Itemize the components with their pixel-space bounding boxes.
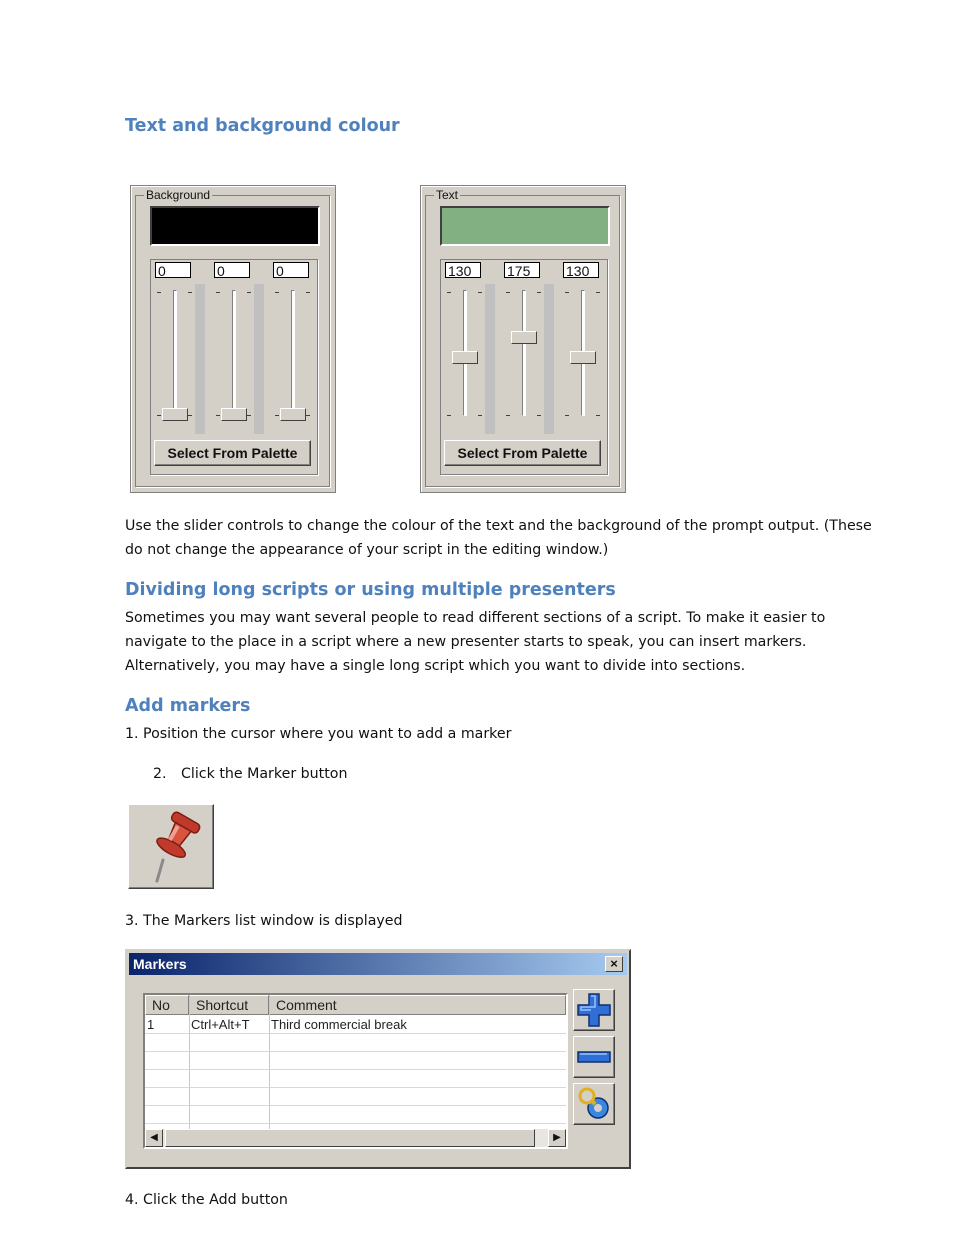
- scroll-left-icon[interactable]: ◀: [145, 1129, 163, 1147]
- slider-tick: [447, 415, 451, 416]
- background-groupbox: [135, 188, 330, 487]
- slider-tick: [216, 292, 220, 293]
- slider-thumb[interactable]: [570, 351, 596, 364]
- channel-value-input[interactable]: 130: [445, 262, 481, 278]
- horizontal-scrollbar[interactable]: [145, 1129, 566, 1147]
- markers-window-title: Markers: [133, 956, 187, 972]
- scroll-thumb[interactable]: [165, 1129, 535, 1147]
- slider-tick: [565, 292, 569, 293]
- edit-icon: [574, 1084, 614, 1124]
- section-heading-dividing: Dividing long scripts or using multiple presenters: [125, 580, 616, 600]
- step-1: 1. Position the cursor where you want to add a marker: [125, 726, 512, 742]
- paragraph: Sometimes you may want several people to read different sections of a script. To make it easier to: [125, 610, 826, 626]
- slider-track[interactable]: [291, 290, 295, 416]
- marker-comment: Third commercial break: [271, 1017, 407, 1032]
- section-heading-colour: Text and background colour: [125, 116, 400, 136]
- markers-titlebar: [129, 953, 627, 975]
- slider-tick: [188, 292, 192, 293]
- text-groupbox: [425, 188, 620, 487]
- step-2-text: Click the Marker button: [181, 766, 348, 782]
- slider-tick: [188, 415, 192, 416]
- slider-tick: [216, 415, 220, 416]
- add-icon: [574, 990, 614, 1030]
- remove-marker-button[interactable]: [573, 1036, 615, 1078]
- step-4: 4. Click the Add button: [125, 1192, 288, 1208]
- text-group-label: Text: [436, 188, 459, 202]
- slider-thumb[interactable]: [280, 408, 306, 421]
- slider-track[interactable]: [173, 290, 177, 416]
- slider-tick: [596, 415, 600, 416]
- marker-no: 1: [147, 1017, 155, 1032]
- background-group-label: Background: [146, 188, 211, 202]
- close-icon[interactable]: ×: [605, 956, 623, 972]
- slider-tick: [537, 292, 541, 293]
- select-from-palette-button[interactable]: Select From Palette: [154, 440, 311, 466]
- slider-tick: [537, 415, 541, 416]
- slider-tick: [506, 415, 510, 416]
- paragraph: Alternatively, you may have a single long script which you want to divide into sections.: [125, 658, 746, 674]
- slider-tick: [596, 292, 600, 293]
- table-row[interactable]: [145, 1016, 566, 1033]
- column-header-comment[interactable]: Comment: [269, 995, 566, 1015]
- slider-tick: [478, 415, 482, 416]
- pushpin-icon: [129, 805, 213, 888]
- slider-tick: [247, 292, 251, 293]
- slider-tick: [447, 292, 451, 293]
- markers-list[interactable]: [143, 993, 568, 1149]
- slider-tick: [157, 292, 161, 293]
- slider-tick: [306, 292, 310, 293]
- scroll-right-icon[interactable]: ▶: [548, 1129, 566, 1147]
- text-slider-group: [440, 259, 608, 475]
- text-colour-panel: [420, 185, 626, 493]
- channel-value-input[interactable]: 0: [155, 262, 191, 278]
- slider-track[interactable]: [522, 290, 526, 416]
- paragraph: do not change the appearance of your script in the editing window.): [125, 542, 609, 558]
- channel-value-input[interactable]: 130: [563, 262, 599, 278]
- slider-thumb[interactable]: [221, 408, 247, 421]
- background-slider-group: [150, 259, 318, 475]
- slider-tick: [275, 292, 279, 293]
- background-colour-panel: [130, 185, 336, 493]
- column-header-no[interactable]: No: [145, 995, 189, 1015]
- slider-tick: [247, 415, 251, 416]
- slider-tick: [478, 292, 482, 293]
- slider-thumb[interactable]: [452, 351, 478, 364]
- slider-tick: [506, 292, 510, 293]
- channel-value-input[interactable]: 175: [504, 262, 540, 278]
- remove-icon: [574, 1037, 614, 1077]
- marker-button[interactable]: [128, 804, 214, 889]
- paragraph: navigate to the place in a script where a new presenter starts to speak, you can insert markers.: [125, 634, 807, 650]
- slider-tick: [157, 415, 161, 416]
- markers-window: [125, 949, 631, 1169]
- select-from-palette-button[interactable]: Select From Palette: [444, 440, 601, 466]
- background-colour-swatch: [150, 206, 320, 246]
- step-2-number: 2.: [153, 766, 167, 782]
- add-marker-button[interactable]: [573, 989, 615, 1031]
- slider-tick: [275, 415, 279, 416]
- slider-track[interactable]: [232, 290, 236, 416]
- section-heading-markers: Add markers: [125, 696, 251, 716]
- slider-tick: [565, 415, 569, 416]
- edit-marker-button[interactable]: [573, 1083, 615, 1125]
- slider-thumb[interactable]: [162, 408, 188, 421]
- column-header-shortcut[interactable]: Shortcut: [189, 995, 269, 1015]
- text-colour-swatch: [440, 206, 610, 246]
- slider-thumb[interactable]: [511, 331, 537, 344]
- marker-shortcut: Ctrl+Alt+T: [191, 1017, 250, 1032]
- slider-tick: [306, 415, 310, 416]
- step-3: 3. The Markers list window is displayed: [125, 913, 403, 929]
- paragraph: Use the slider controls to change the colour of the text and the background of the prompt output. (These: [125, 518, 872, 534]
- channel-value-input[interactable]: 0: [273, 262, 309, 278]
- channel-value-input[interactable]: 0: [214, 262, 250, 278]
